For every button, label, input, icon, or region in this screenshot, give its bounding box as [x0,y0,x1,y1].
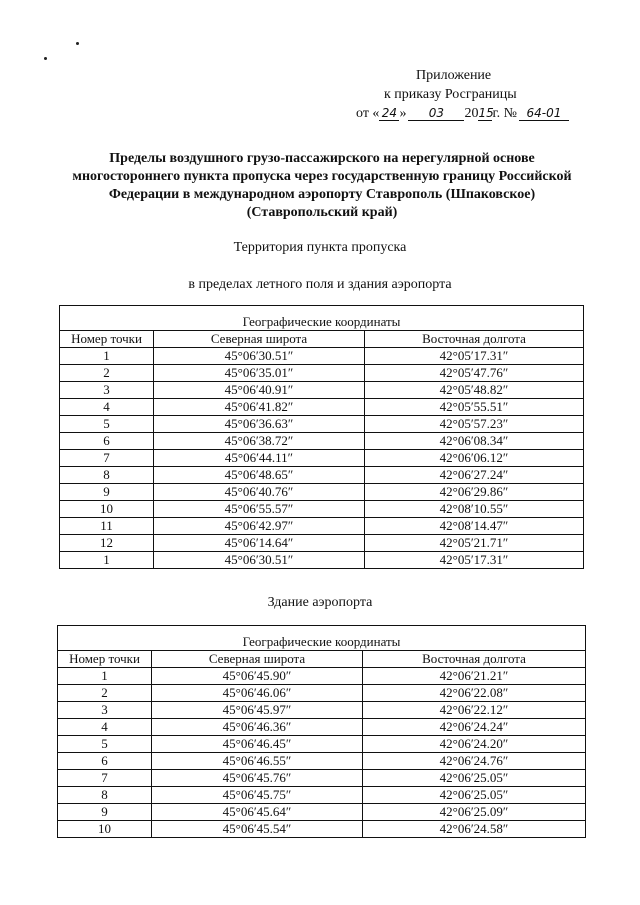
point-number: 5 [58,736,152,753]
table-row [58,702,586,719]
point-number: 12 [60,535,154,552]
table-row [58,787,586,804]
latitude-value: 45°06′45.75″ [152,787,363,804]
latitude-value: 45°06′42.97″ [154,518,365,535]
point-number: 1 [58,668,152,685]
point-number: 9 [58,804,152,821]
latitude-value: 45°06′45.54″ [152,821,363,838]
table-row [58,770,586,787]
longitude-value: 42°05′57.23″ [365,416,584,433]
latitude-value: 45°06′46.36″ [152,719,363,736]
point-number: 10 [58,821,152,838]
point-number: 3 [58,702,152,719]
coordinates-table-airfield [59,305,584,569]
order-number: 64-01 [519,107,569,121]
latitude-value: 45°06′46.45″ [152,736,363,753]
point-number: 8 [60,467,154,484]
document-header [0,0,640,120]
latitude-value: 45°06′40.76″ [154,484,365,501]
table-row [60,501,584,518]
longitude-value: 42°06′24.58″ [363,821,586,838]
longitude-value: 42°06′27.24″ [365,467,584,484]
table-row [60,467,584,484]
table-row [60,399,584,416]
point-number: 9 [60,484,154,501]
point-number: 11 [60,518,154,535]
date-month: 03 [408,107,464,121]
latitude-value: 45°06′46.06″ [152,685,363,702]
latitude-value: 45°06′35.01″ [154,365,365,382]
column-header-point: Номер точки [58,651,152,668]
latitude-value: 45°06′30.51″ [154,552,365,569]
date-year-label: г. № [492,106,517,121]
latitude-value: 45°06′40.91″ [154,382,365,399]
point-number: 2 [58,685,152,702]
longitude-value: 42°05′55.51″ [365,399,584,416]
table-row [60,552,584,569]
table-row [60,518,584,535]
table-row [58,668,586,685]
latitude-value: 45°06′46.55″ [152,753,363,770]
longitude-value: 42°06′21.21″ [363,668,586,685]
point-number: 6 [58,753,152,770]
point-number: 3 [60,382,154,399]
point-number: 10 [60,501,154,518]
group-header: Географические координаты [60,314,584,331]
point-number: 6 [60,433,154,450]
point-number: 4 [58,719,152,736]
section-heading-territory: Территория пункта пропуска [233,240,407,255]
table-row [60,433,584,450]
latitude-value: 45°06′48.65″ [154,467,365,484]
column-header-longitude: Восточная долгота [363,651,586,668]
table-row [60,348,584,365]
longitude-value: 42°06′24.24″ [363,719,586,736]
point-number: 2 [60,365,154,382]
date-prefix: от « [356,106,380,121]
table-row [60,484,584,501]
longitude-value: 42°06′08.34″ [365,433,584,450]
point-number: 7 [60,450,154,467]
point-number: 1 [60,552,154,569]
date-day-close: » [399,106,407,121]
column-header-longitude: Восточная долгота [365,331,584,348]
latitude-value: 45°06′14.64″ [154,535,365,552]
table-row [58,753,586,770]
latitude-value: 45°06′36.63″ [154,416,365,433]
appendix-label: Приложение [416,68,492,83]
longitude-value: 42°05′17.31″ [365,552,584,569]
longitude-value: 42°06′25.05″ [363,770,586,787]
longitude-value: 42°06′06.12″ [365,450,584,467]
date-year-prefix: 20 [464,106,479,121]
latitude-value: 45°06′30.51″ [154,348,365,365]
point-number: 8 [58,787,152,804]
longitude-value: 42°06′22.12″ [363,702,586,719]
group-header: Географические координаты [58,634,586,651]
point-number: 7 [58,770,152,787]
point-number: 5 [60,416,154,433]
section-heading-airfield: в пределах летного поля и здания аэропорта [188,277,452,292]
longitude-value: 42°06′24.76″ [363,753,586,770]
longitude-value: 42°05′21.71″ [365,535,584,552]
column-header-latitude: Северная широта [154,331,365,348]
document-title: Пределы воздушного грузо-пассажирского на нерегулярной основе многостороннего пункта пропуска через государственную границу Российской Федерации в международном аэропорту Ставрополь (Шпаковское) (Ставропольский край) [72,151,572,220]
latitude-value: 45°06′38.72″ [154,433,365,450]
table-row [60,535,584,552]
longitude-value: 42°06′25.09″ [363,804,586,821]
longitude-value: 42°08′14.47″ [365,518,584,535]
table-row [58,804,586,821]
longitude-value: 42°05′48.82″ [365,382,584,399]
coordinates-table-terminal [57,625,586,838]
table-row [58,821,586,838]
table-row [58,719,586,736]
table-row [60,450,584,467]
latitude-value: 45°06′45.97″ [152,702,363,719]
date-year-suffix: 15 [478,106,494,120]
table-row [60,382,584,399]
latitude-value: 45°06′45.90″ [152,668,363,685]
table-row [58,736,586,753]
latitude-value: 45°06′45.76″ [152,770,363,787]
longitude-value: 42°05′47.76″ [365,365,584,382]
date-day: 24 [379,107,399,121]
order-reference: к приказу Росграницы [384,87,517,102]
table-row [58,685,586,702]
latitude-value: 45°06′41.82″ [154,399,365,416]
section-heading-terminal: Здание аэропорта [267,595,373,610]
point-number: 4 [60,399,154,416]
longitude-value: 42°05′17.31″ [365,348,584,365]
column-header-latitude: Северная широта [152,651,363,668]
latitude-value: 45°06′55.57″ [154,501,365,518]
latitude-value: 45°06′45.64″ [152,804,363,821]
longitude-value: 42°08′10.55″ [365,501,584,518]
point-number: 1 [60,348,154,365]
longitude-value: 42°06′22.08″ [363,685,586,702]
table-row [60,416,584,433]
order-date-line [356,106,569,122]
table-row [60,365,584,382]
longitude-value: 42°06′24.20″ [363,736,586,753]
longitude-value: 42°06′29.86″ [365,484,584,501]
column-header-point: Номер точки [60,331,154,348]
latitude-value: 45°06′44.11″ [154,450,365,467]
longitude-value: 42°06′25.05″ [363,787,586,804]
